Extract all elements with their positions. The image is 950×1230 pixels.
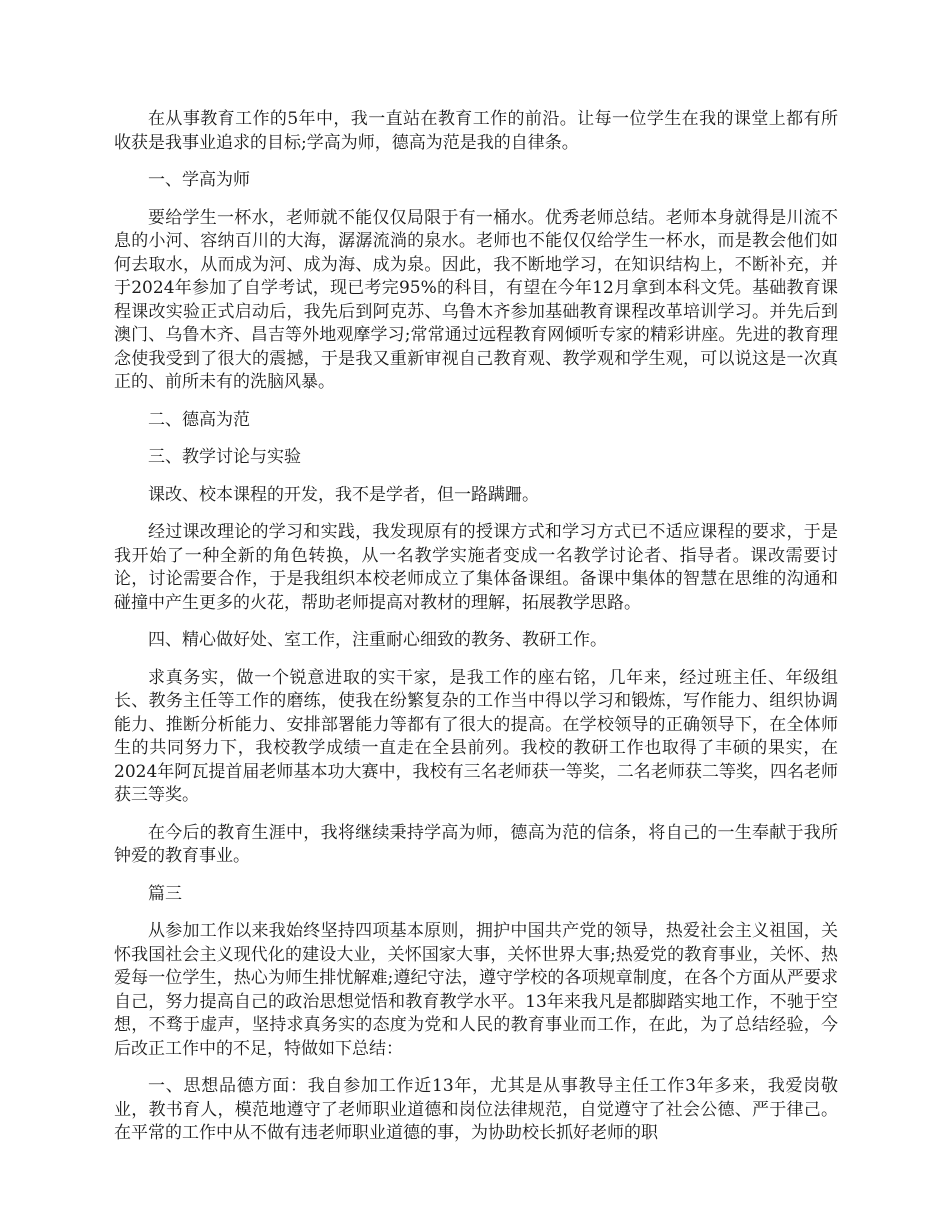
curriculum-paragraph: 课改、校本课程的开发，我不是学者，但一路蹒跚。 (148, 484, 539, 505)
section-heading-virtue: 二、德高为范 (148, 409, 250, 430)
document-body (114, 108, 838, 1146)
section-heading-research: 三、教学讨论与实验 (148, 447, 301, 467)
section-heading-office-work: 四、精心做好处、室工作，注重耐心细致的教务、教研工作。 (148, 630, 607, 650)
ideology-paragraph: 一、思想品德方面：我自参加工作近13年，尤其是从事教导主任工作3年多来，我爱岗敬业，教书育人，模范地遵守了老师职业道德和岗位法律规范，自觉遵守了社会公德、严于律己。在平常的工作中从不做有违老师职业道德的事，为协助校长抓好老师的职 (114, 1076, 838, 1143)
part-three-heading: 篇三 (148, 883, 182, 904)
intro-paragraph: 在从事教育工作的5年中，我一直站在教育工作的前沿。让每一位学生在我的课堂上都有所收获是我事业追求的目标;学高为师，德高为范是我的自律条。 (114, 109, 838, 153)
office-work-paragraph: 求真务实，做一个锐意进取的实干家，是我工作的座右铭，几年来，经过班主任、年级组长、教务主任等工作的磨练，使我在纷繁复杂的工作当中得以学习和锻炼，写作能力、组织协调能力、推断分析能力、安排部署能力等都有了很大的提高。在学校领导的正确领导下，在全体师生的共同努力下，我校教学成绩一直走在全县前列。我校的教研工作也取得了丰硕的果实，在2024年阿瓦提首届老师基本功大赛中，我校有三名老师获一等奖，二名老师获二等奖，四名老师获三等奖。 (114, 667, 838, 805)
future-paragraph: 在今后的教育生涯中，我将继续秉持学高为师，德高为范的信条，将自己的一生奉献于我所钟爱的教育事业。 (114, 822, 838, 866)
part-three-intro-paragraph: 从参加工作以来我始终坚持四项基本原则，拥护中国共产党的领导，热爱社会主义祖国，关怀我国社会主义现代化的建设大业，关怀国家大事，关怀世界大事;热爱党的教育事业，关怀、热爱每一位学生，热心为师生排忧解难;遵纪守法，遵守学校的各项规章制度，在各个方面从严要求自己，努力提高自己的政治思想觉悟和教育教学水平。13年来我凡是都脚踏实地工作，不驰于空想，不骛于虚声，坚持求真务实的态度为党和人民的教育事业而工作，在此，为了总结经验，今后改正工作中的不足，特做如下总结： (114, 921, 838, 1059)
section-heading-learning: 一、学高为师 (148, 170, 250, 190)
reform-paragraph: 经过课改理论的学习和实践，我发现原有的授课方式和学习方式已不适应课程的要求，于是我开始了一种全新的角色转换，从一名教学实施者变成一名教学讨论者、指导者。课改需要讨论，讨论需要合作，于是我组织本校老师成立了集体备课组。备课中集体的智慧在思维的沟通和碰撞中产生更多的火花，帮助老师提高对教材的理解，拓展教学思路。 (114, 522, 838, 613)
learning-paragraph: 要给学生一杯水，老师就不能仅仅局限于有一桶水。优秀老师总结。老师本身就得是川流不息的小河、容纳百川的大海，潺潺流淌的泉水。老师也不能仅仅给学生一杯水，而是教会他们如何去取水，从而成为河、成为海、成为泉。因此，我不断地学习，在知识结构上，不断补充，并于2024年参加了自学考试，现已考完95%的科目，有望在今年12月拿到本科文凭。基础教育课程课改实验正式启动后，我先后到阿克苏、乌鲁木齐参加基础教育课程改革培训学习。并先后到澳门、乌鲁木齐、昌吉等外地观摩学习;常常通过远程教育网倾听专家的精彩讲座。先进的教育理念使我受到了很大的震撼，于是我又重新审视自己教育观、教学观和学生观，可以说这是一次真正的、前所未有的洗脑风暴。 (114, 207, 838, 392)
